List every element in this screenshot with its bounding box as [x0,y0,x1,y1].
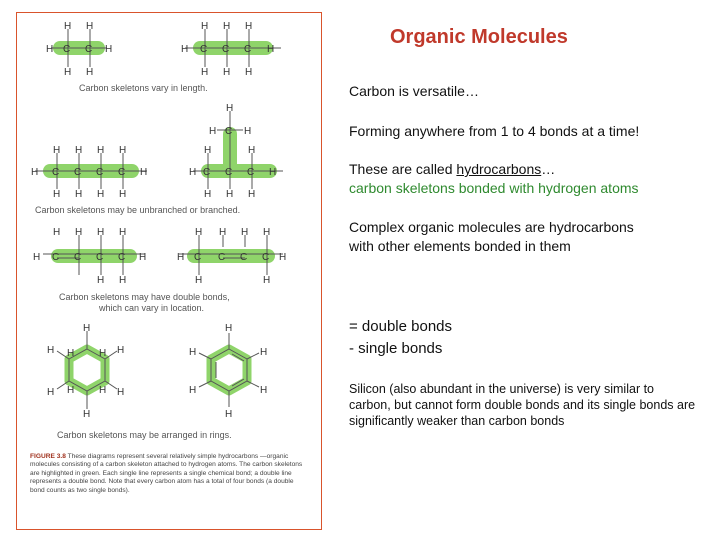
svg-text:C: C [222,44,230,55]
caption-double-line-1: Carbon skeletons may have double bonds, [59,292,230,302]
svg-text:H: H [97,275,105,286]
svg-text:C: C [52,167,60,178]
figure-text: These diagrams represent several relatively simple hydrocarbons —organic molecules consisting of a carbon skeleton attached to hydrogen atoms. The carbon skeletons are highlighted in green. Each single line represents a single chemical bond; a double line represents a double bond. Note that every carbon atom has a total of four bonds (a double bond counts as two single bonds). [30,453,303,494]
svg-text:H: H [86,21,94,32]
svg-text:C: C [96,167,104,178]
hydrocarbons-definition: carbon skeletons bonded with hydrogen atoms [349,180,639,196]
svg-text:C: C [262,252,270,263]
svg-text:C: C [200,44,208,55]
svg-text:C: C [52,252,60,263]
svg-text:C: C [218,252,226,263]
hydrocarbons-prefix: These are called [349,161,457,177]
svg-text:H: H [53,189,61,200]
svg-text:C: C [247,167,255,178]
svg-text:H: H [225,323,233,334]
svg-text:H: H [248,145,256,156]
text-hydrocarbons [349,160,639,198]
svg-text:H: H [83,323,91,334]
complex-line-1: Complex organic molecules are hydrocarbons [349,219,634,235]
svg-text:H: H [53,227,61,238]
svg-text:H: H [279,252,287,263]
svg-text:H: H [46,44,54,55]
svg-text:H: H [226,189,234,200]
svg-text:C: C [118,252,126,263]
svg-text:H: H [99,385,107,396]
svg-text:C: C [74,167,82,178]
svg-text:H: H [47,387,55,398]
single-bonds-legend: - single bonds [349,340,443,357]
svg-text:H: H [140,167,148,178]
svg-text:C: C [203,167,211,178]
svg-text:H: H [75,227,83,238]
svg-text:H: H [260,347,268,358]
svg-text:C: C [225,126,233,137]
hydrocarbons-suffix: … [541,161,556,177]
svg-text:H: H [67,385,75,396]
svg-text:H: H [31,167,39,178]
svg-text:H: H [105,44,113,55]
svg-text:H: H [67,348,75,359]
svg-text:H: H [260,385,268,396]
svg-text:H: H [189,167,197,178]
svg-text:H: H [248,189,256,200]
double-bonds-legend: = double bonds [349,318,453,335]
silicon-note: Silicon (also abundant in the universe) is very similar to carbon, but cannot form double bonds and its single bonds are significantly weaker than carbon bonds [349,382,696,428]
svg-text:H: H [263,275,271,286]
text-complex-molecules [349,218,634,256]
svg-text:H: H [241,227,249,238]
caption-double-line-2: which can vary in location. [99,303,205,313]
svg-text:H: H [245,21,253,32]
svg-text:H: H [177,252,185,263]
svg-text:H: H [245,67,253,78]
svg-text:H: H [204,145,212,156]
figure-label: FIGURE 3.8 [30,453,66,460]
svg-text:C: C [85,44,93,55]
text-versatile: Carbon is versatile… [349,83,479,99]
bond-legend [349,316,452,360]
svg-text:C: C [74,252,82,263]
svg-text:H: H [86,67,94,78]
svg-text:C: C [63,44,71,55]
svg-text:H: H [226,103,234,114]
svg-text:H: H [64,21,72,32]
svg-text:H: H [201,21,209,32]
svg-text:H: H [195,275,203,286]
svg-text:H: H [219,227,227,238]
caption-rings: Carbon skeletons may be arranged in rings. [57,430,232,440]
svg-text:H: H [139,252,147,263]
svg-text:H: H [97,145,105,156]
svg-text:H: H [47,345,55,356]
slide-title: Organic Molecules [390,26,568,48]
svg-text:H: H [267,44,275,55]
svg-text:H: H [223,21,231,32]
svg-text:H: H [119,275,127,286]
svg-text:H: H [244,126,252,137]
svg-text:H: H [97,227,105,238]
complex-line-2: with other elements bonded in them [349,238,571,254]
svg-text:H: H [225,409,233,420]
svg-text:H: H [269,167,277,178]
caption-length: Carbon skeletons vary in length. [79,83,208,93]
svg-text:H: H [33,252,41,263]
svg-text:H: H [75,189,83,200]
svg-text:H: H [201,67,209,78]
svg-text:H: H [117,387,125,398]
svg-text:H: H [75,145,83,156]
svg-text:H: H [263,227,271,238]
svg-text:H: H [189,347,197,358]
svg-text:H: H [195,227,203,238]
svg-text:H: H [53,145,61,156]
caption-branch: Carbon skeletons may be unbranched or branched. [35,205,241,215]
svg-text:H: H [83,409,91,420]
svg-text:H: H [181,44,189,55]
svg-text:H: H [97,189,105,200]
svg-text:H: H [119,189,127,200]
svg-text:H: H [117,345,125,356]
svg-text:H: H [189,385,197,396]
svg-text:H: H [204,189,212,200]
svg-text:C: C [118,167,126,178]
figure-caption [30,453,310,495]
svg-text:C: C [240,252,248,263]
svg-text:H: H [119,227,127,238]
svg-text:H: H [64,67,72,78]
svg-text:H: H [119,145,127,156]
text-bonds-range: Forming anywhere from 1 to 4 bonds at a time! [349,123,640,139]
svg-text:C: C [96,252,104,263]
svg-text:C: C [194,252,202,263]
hydrocarbons-term: hydrocarbons [456,161,542,177]
svg-text:H: H [99,348,107,359]
svg-text:H: H [209,126,217,137]
svg-text:C: C [244,44,252,55]
svg-text:H: H [223,67,231,78]
hydrocarbon-figure [16,12,322,530]
svg-text:C: C [225,167,233,178]
